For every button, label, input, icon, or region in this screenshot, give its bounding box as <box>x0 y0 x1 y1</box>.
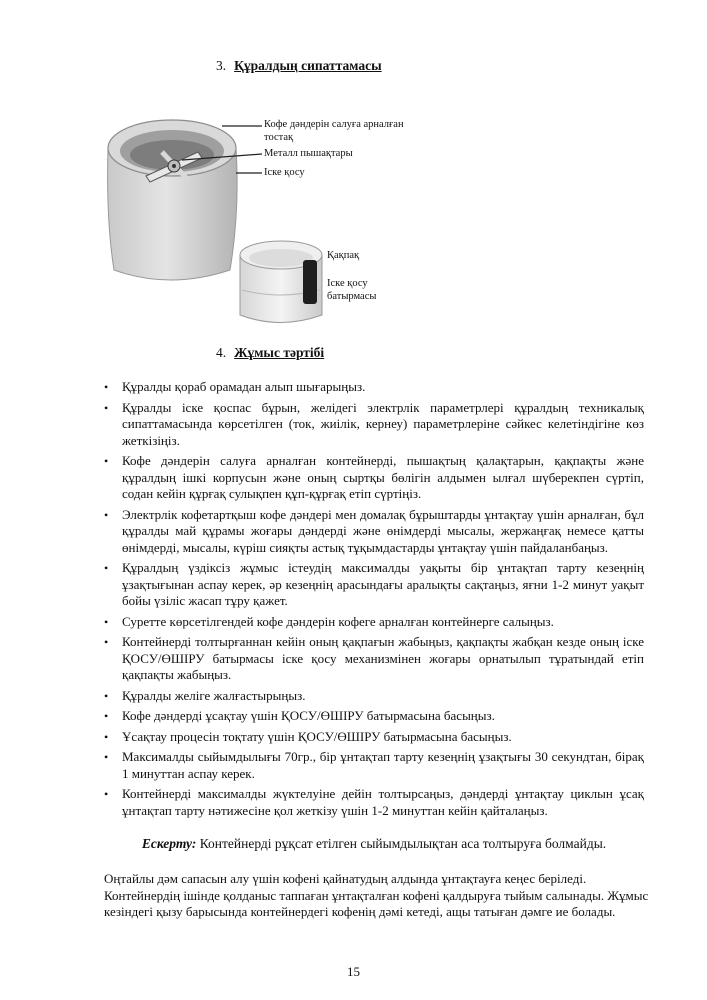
list-item: • Суретте көрсетілгендей кофе дәндерін кофеге арналған контейнерге салыңыз. <box>104 613 554 629</box>
section-4-heading <box>216 345 324 361</box>
instructions-list <box>104 379 644 823</box>
list-item: • Максималды сыйымдылығы 70гр., бір ұнтақтап тарту кезеңнің ұзақтығы 30 секундтан, бірақ 1 минуттан аспау керек. <box>104 749 644 781</box>
callout-bowl: Кофе дәндерін салуға арналған тостақ <box>264 119 404 143</box>
list-item: • Құралды қораб орамадан алып шығарыңыз. <box>104 379 366 394</box>
section-3-number: 3. <box>216 58 227 73</box>
list-item: • Электрлік кофетартқыш кофе дәндері мен домалақ бұрыштарды ұнтақтау үшін арналған, бұл құралды май құрамы жоғары дәндерді және өнімдерді мысалы, жержаңғақ немесе қатты өнімдерді, мысалы, күріш сияқты астық тұқымдастарды ұнтақтау үшін пайдаланбаңыз. <box>104 506 644 555</box>
section-4-title: Жұмыс тәртібі <box>234 345 325 360</box>
note-label: Ескерту: <box>141 836 197 851</box>
bullet-icon: • <box>104 787 109 801</box>
bullet-icon: • <box>104 750 109 764</box>
list-item: • Құралды желіге жалғастырыңыз. <box>104 687 306 703</box>
callout-start-button: Іске қосу батырмасы <box>327 278 377 302</box>
power-button-shape <box>303 260 317 304</box>
list-item: • Кофе дәндерін салуға арналған контейнерді, пышақтың қалақтарын, қақпақты және құралдың ішкі корпусын және оның сыртқы бөлігін алдымен ылғал шүберекпен сүртіп, содан кейін құрғақ сулықпен құп-құрғақ етіп сүртіңіз. <box>104 453 644 501</box>
bullet-icon: • <box>104 709 109 723</box>
list-item: • Құралдың үздіксіз жұмыс істеудің максималды уақыты бір ұнтақтап тарту кезеңнің ұзақтығынан аспау керек, әр кезеңнің арасындағы аралықты сақтаңыз, яғни 1-2 минут уақыт бойы үзіліс жасап тұру қажет. <box>104 560 644 608</box>
bullet-icon: • <box>104 635 109 649</box>
bullet-icon: • <box>104 454 109 468</box>
section-3-heading <box>216 58 382 74</box>
list-item: • Ұсақтау процесін тоқтату үшін ҚОСУ/ӨШІРУ батырмасына басыңыз. <box>104 728 512 744</box>
device-illustration <box>90 100 420 335</box>
page-number: 15 <box>347 964 360 979</box>
list-item: • Контейнерді толтырғаннан кейін оның қақпағын жабыңыз, қақпақты жабқан кезде оның іске ҚОСУ/ӨШІРУ батырмасы іске қосу механизмінен жоғары орнатылып тұратындай етіп қақпақты жабыңыз. <box>104 634 644 682</box>
bullet-icon: • <box>104 380 109 394</box>
section-4-number: 4. <box>216 345 227 360</box>
bullet-icon: • <box>104 614 109 629</box>
closing-paragraph: Оңтайлы дәм сапасын алу үшін кофені қайнатудың алдында ұнтақтауға кеңес беріледі. Контейнердің ішінде қолданыс таппаған ұнтақталған кофені қалдыруға тыйым салынады. Жұмыс кезіндегі қызу барысында контейнердегі кофенің дәмі кетеді, ащы татыған дәмге ие болады. <box>104 871 649 919</box>
bullet-icon: • <box>104 729 109 744</box>
bullet-icon: • <box>104 561 109 575</box>
grinder-body <box>108 120 238 280</box>
list-item: • Контейнерді максималды жүктелуіне дейін толтырсаңыз, дәндерді ұнтақтау циклын ұсақ ұнтақтап тарту нәтижесіне қол жеткізу үшін 1-2 минуттан кейін қайталаңыз. <box>104 786 644 818</box>
note-text: Контейнерді рұқсат етілген сыйымдылықтан аса толтыруға болмайды. <box>199 836 607 851</box>
callout-lid: Қақпақ <box>327 250 360 261</box>
bullet-icon: • <box>104 507 109 522</box>
list-item: • Кофе дәндерді ұсақтау үшін ҚОСУ/ӨШІРУ батырмасына басыңыз. <box>104 708 495 723</box>
callout-start: Іске қосу <box>264 167 305 178</box>
bullet-icon: • <box>104 688 109 703</box>
list-item: • Құралды іске қоспас бұрын, желідегі электрлік параметрлері құралдың техникалық сипаттамасында көрсетілген (ток, жиілік, кернеу) параметрлеріне сәйкес келетіндігіне көз жеткізіңіз. <box>104 399 644 448</box>
warning-note <box>104 836 644 852</box>
callout-blades: Металл пышақтары <box>264 148 353 159</box>
section-3-title: Құралдың сипаттамасы <box>234 58 382 73</box>
bullet-icon: • <box>104 400 109 415</box>
lid <box>240 241 322 323</box>
